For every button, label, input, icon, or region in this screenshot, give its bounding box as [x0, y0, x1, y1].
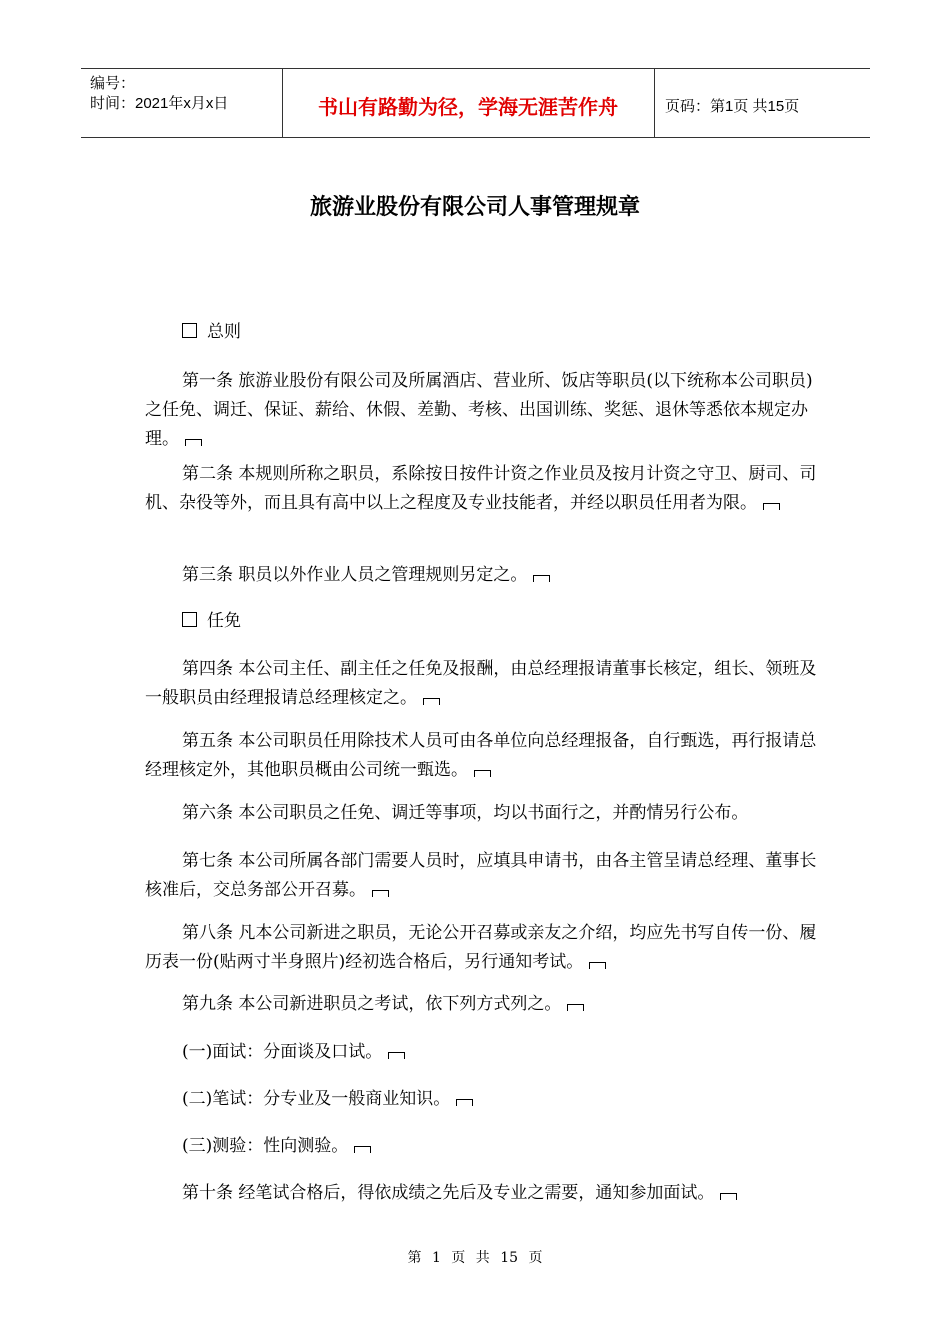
article-9-item-3 — [145, 1132, 820, 1161]
article-6 — [145, 799, 820, 828]
paragraph-mark-icon — [763, 503, 780, 510]
article-8 — [145, 919, 820, 977]
document-number-label: 编号： — [90, 75, 136, 92]
article-text: 第二条 本规则所称之职员，系除按日按件计资之作业员及按月计资之守卫、厨司、司机、杂役等外，而且具有高中以上之程度及专业技能者，并经以职员任用者为限。 — [145, 464, 817, 513]
header-table — [81, 68, 870, 138]
article-4 — [145, 655, 820, 713]
paragraph-mark-icon — [567, 1004, 584, 1011]
paragraph-mark-icon — [474, 770, 491, 777]
article-7 — [145, 847, 820, 905]
list-item-text: (二)笔试：分专业及一般商业知识。 — [182, 1089, 451, 1109]
section-heading-text: 任免 — [207, 611, 241, 631]
article-10 — [145, 1179, 820, 1208]
list-item-text: (三)测验：性向测验。 — [182, 1136, 349, 1156]
article-text: 第四条 本公司主任、副主任之任免及报酬，由总经理报请董事长核定，组长、领班及一般职员由经理报请总经理核定之。 — [145, 659, 817, 708]
paragraph-mark-icon — [185, 439, 202, 446]
document-title: 旅游业股份有限公司人事管理规章 — [309, 195, 640, 220]
document-date-label: 时间：2021年x月x日 — [90, 95, 229, 112]
article-text: 第五条 本公司职员任用除技术人员可由各单位向总经理报备，自行甄选，再行报请总经理核定外，其他职员概由公司统一甄选。 — [145, 731, 817, 780]
article-5 — [145, 727, 820, 785]
paragraph-mark-icon — [533, 575, 550, 582]
article-2 — [145, 460, 820, 518]
paragraph-mark-icon — [423, 698, 440, 705]
header-info-cell — [81, 69, 283, 137]
section-heading-general — [145, 318, 820, 347]
paragraph-mark-icon — [372, 890, 389, 897]
article-3 — [145, 561, 820, 590]
article-text: 第七条 本公司所属各部门需要人员时，应填具申请书，由各主管呈请总经理、董事长核准后，交总务部公开召募。 — [145, 851, 817, 900]
checkbox-icon — [182, 612, 197, 627]
article-1 — [145, 367, 820, 454]
paragraph-mark-icon — [388, 1052, 405, 1059]
list-item-text: (一)面试：分面谈及口试。 — [182, 1042, 383, 1062]
article-text: 第一条 旅游业股份有限公司及所属酒店、营业所、饭店等职员(以下统称本公司职员)之任免、调迁、保证、薪给、休假、差勤、考核、出国训练、奖惩、退休等悉依本规定办理。 — [145, 371, 813, 449]
article-9-item-2 — [145, 1085, 820, 1114]
paragraph-mark-icon — [354, 1146, 371, 1153]
paragraph-mark-icon — [589, 962, 606, 969]
checkbox-icon — [182, 323, 197, 338]
article-text: 第八条 凡本公司新进之职员，无论公开召募或亲友之介绍，均应先书写自传一份、履历表一份(贴两寸半身照片)经初选合格后，另行通知考试。 — [145, 923, 817, 972]
article-text: 第三条 职员以外作业人员之管理规则另定之。 — [182, 565, 528, 585]
paragraph-mark-icon — [720, 1193, 737, 1200]
article-9-item-1 — [145, 1038, 820, 1067]
article-text: 第九条 本公司新进职员之考试，依下列方式列之。 — [182, 994, 562, 1014]
paragraph-mark-icon — [456, 1099, 473, 1106]
article-9 — [145, 990, 820, 1019]
page-footer: 第 1 页 共 15 页 — [407, 1250, 543, 1266]
section-heading-text: 总则 — [207, 322, 241, 342]
header-page-info: 页码：第1页 共15页 — [665, 97, 800, 115]
article-text: 第六条 本公司职员之任免、调迁等事项，均以书面行之，并酌情另行公布。 — [182, 803, 749, 823]
header-motto: 书山有路勤为径，学海无涯苦作舟 — [282, 69, 655, 137]
article-text: 第十条 经笔试合格后，得依成绩之先后及专业之需要，通知参加面试。 — [182, 1183, 715, 1203]
section-heading-appointment — [145, 607, 820, 636]
